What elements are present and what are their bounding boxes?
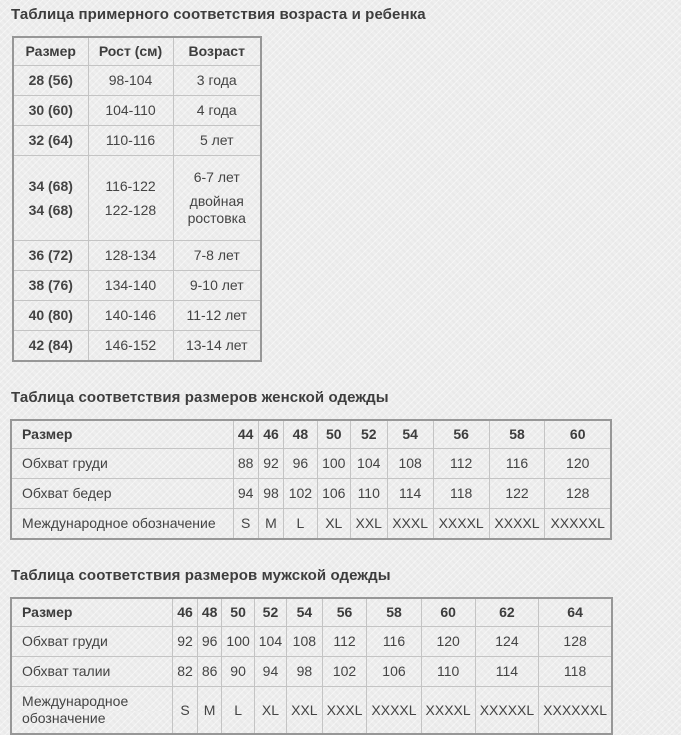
table-cell: 118 [433,479,489,509]
table-cell: 122 [489,479,545,509]
women-table-header [11,420,611,449]
table-cell: 108 [387,449,433,479]
table-cell: Обхват бедер [11,479,233,509]
table-cell: 120 [421,627,475,657]
table-cell: XL [254,687,286,735]
cell-line: 6-7 лет [193,169,240,185]
table-cell: 106 [317,479,350,509]
table-cell: M [197,687,222,735]
table-cell [13,156,88,241]
column-header: Размер [11,598,173,627]
table-row [13,96,261,126]
table-cell: XXL [350,509,387,540]
table-cell: 96 [197,627,222,657]
cell-line: 122-128 [104,201,157,218]
table-cell: 104 [350,449,387,479]
table-cell: Обхват груди [11,627,173,657]
table-row [11,657,612,687]
table-cell: XXXXXL [475,687,538,735]
table-cell: 110 [421,657,475,687]
table-cell: 11-12 лет [173,301,261,331]
table-cell: Международное обозначение [11,509,233,540]
men-size-section [10,567,681,735]
table-cell: S [233,509,258,540]
table-cell: XXXXL [421,687,475,735]
table-cell: 128-134 [88,241,173,271]
table-cell: 9-10 лет [173,271,261,301]
table-cell: L [222,687,254,735]
table-cell: 108 [287,627,322,657]
table-cell: 104 [254,627,286,657]
table-cell [88,156,173,241]
table-cell: 98 [287,657,322,687]
table-cell: 32 (64) [13,126,88,156]
table-cell: XXXXXL [545,509,611,540]
table-cell: 140-146 [88,301,173,331]
table-cell: S [173,687,198,735]
table-cell: XXL [287,687,322,735]
column-header: 60 [545,420,611,449]
table-row [11,479,611,509]
table-cell [173,156,261,241]
men-size-table [10,597,613,735]
children-table-header [13,37,261,66]
table-cell: XXXL [322,687,367,735]
table-cell: 102 [284,479,317,509]
column-header: 44 [233,420,258,449]
table-row [13,301,261,331]
table-cell: 90 [222,657,254,687]
table-row [13,66,261,96]
table-cell: 120 [545,449,611,479]
table-cell: 28 (56) [13,66,88,96]
table-cell: 3 года [173,66,261,96]
table-row [11,687,612,735]
column-header: 56 [433,420,489,449]
table-cell: 124 [475,627,538,657]
table-cell: XXXXL [367,687,421,735]
table-cell: 92 [173,627,198,657]
table-cell: XL [317,509,350,540]
men-table-header [11,598,612,627]
column-header: 52 [350,420,387,449]
table-cell: L [284,509,317,540]
table-cell: 36 (72) [13,241,88,271]
column-header: 48 [284,420,317,449]
table-cell: 38 (76) [13,271,88,301]
table-row [13,271,261,301]
table-cell: 5 лет [173,126,261,156]
table-cell: 100 [317,449,350,479]
table-row [13,126,261,156]
table-cell: 128 [539,627,612,657]
column-header: 52 [254,598,286,627]
women-table-body [11,449,611,540]
header-row [11,420,611,449]
table-cell: 82 [173,657,198,687]
table-cell: 92 [258,449,283,479]
table-cell: 114 [387,479,433,509]
column-header: 50 [222,598,254,627]
table-cell: 40 (80) [13,301,88,331]
table-cell: 134-140 [88,271,173,301]
table-cell: 98 [258,479,283,509]
column-header: Размер [11,420,233,449]
column-header: 64 [539,598,612,627]
children-size-section [10,6,681,362]
column-header: 56 [322,598,367,627]
table-cell: 110 [350,479,387,509]
table-cell: 110-116 [88,126,173,156]
table-cell: 100 [222,627,254,657]
table-cell: 112 [433,449,489,479]
table-cell: 106 [367,657,421,687]
women-size-section [10,389,681,540]
column-header: 48 [197,598,222,627]
table-cell: XXXXL [489,509,545,540]
table-cell: 104-110 [88,96,173,126]
children-size-table [12,36,262,362]
table-row [13,241,261,271]
table-cell: 102 [322,657,367,687]
column-header: 46 [258,420,283,449]
table-cell: 42 (84) [13,331,88,362]
column-header: 46 [173,598,198,627]
table-row [13,156,261,241]
column-header: 54 [387,420,433,449]
table-cell: 30 (60) [13,96,88,126]
column-header: Рост (см) [88,37,173,66]
children-table-body [13,66,261,362]
column-header: 54 [287,598,322,627]
table-cell: 116 [367,627,421,657]
table-cell: Международное обозначение [11,687,173,735]
table-cell: 114 [475,657,538,687]
header-row [13,37,261,66]
cell-line: 116-122 [105,177,156,194]
table-cell: XXXXXXL [539,687,612,735]
section-title-children: Таблица примерного соответствия возраста и ребенка [11,6,426,23]
column-header: 58 [489,420,545,449]
column-header: 50 [317,420,350,449]
table-cell: 146-152 [88,331,173,362]
table-cell: 7-8 лет [173,241,261,271]
table-cell: 128 [545,479,611,509]
table-cell: M [258,509,283,540]
men-table-body [11,627,612,735]
column-header: 58 [367,598,421,627]
table-row [11,449,611,479]
column-header: 62 [475,598,538,627]
table-cell: 13-14 лет [173,331,261,362]
table-row [13,331,261,362]
table-cell: 112 [322,627,367,657]
table-row [11,509,611,540]
column-header: Возраст [173,37,261,66]
section-title-women: Таблица соответствия размеров женской одежды [11,389,389,406]
cell-line: двойная ростовка [187,193,246,226]
table-cell: 98-104 [88,66,173,96]
table-cell: 116 [489,449,545,479]
table-cell: 96 [284,449,317,479]
women-size-table [10,419,612,540]
table-cell: 88 [233,449,258,479]
table-cell: Обхват талии [11,657,173,687]
column-header: Размер [13,37,88,66]
table-cell: 94 [254,657,286,687]
section-title-men: Таблица соответствия размеров мужской одежды [11,567,391,584]
table-cell: XXXXL [433,509,489,540]
header-row [11,598,612,627]
table-cell: 4 года [173,96,261,126]
cell-line: 34 (68) [28,177,73,194]
table-cell: XXXL [387,509,433,540]
cell-line: 34 (68) [28,201,73,218]
table-cell: Обхват груди [11,449,233,479]
table-cell: 118 [539,657,612,687]
column-header: 60 [421,598,475,627]
table-cell: 94 [233,479,258,509]
table-cell: 86 [197,657,222,687]
table-row [11,627,612,657]
